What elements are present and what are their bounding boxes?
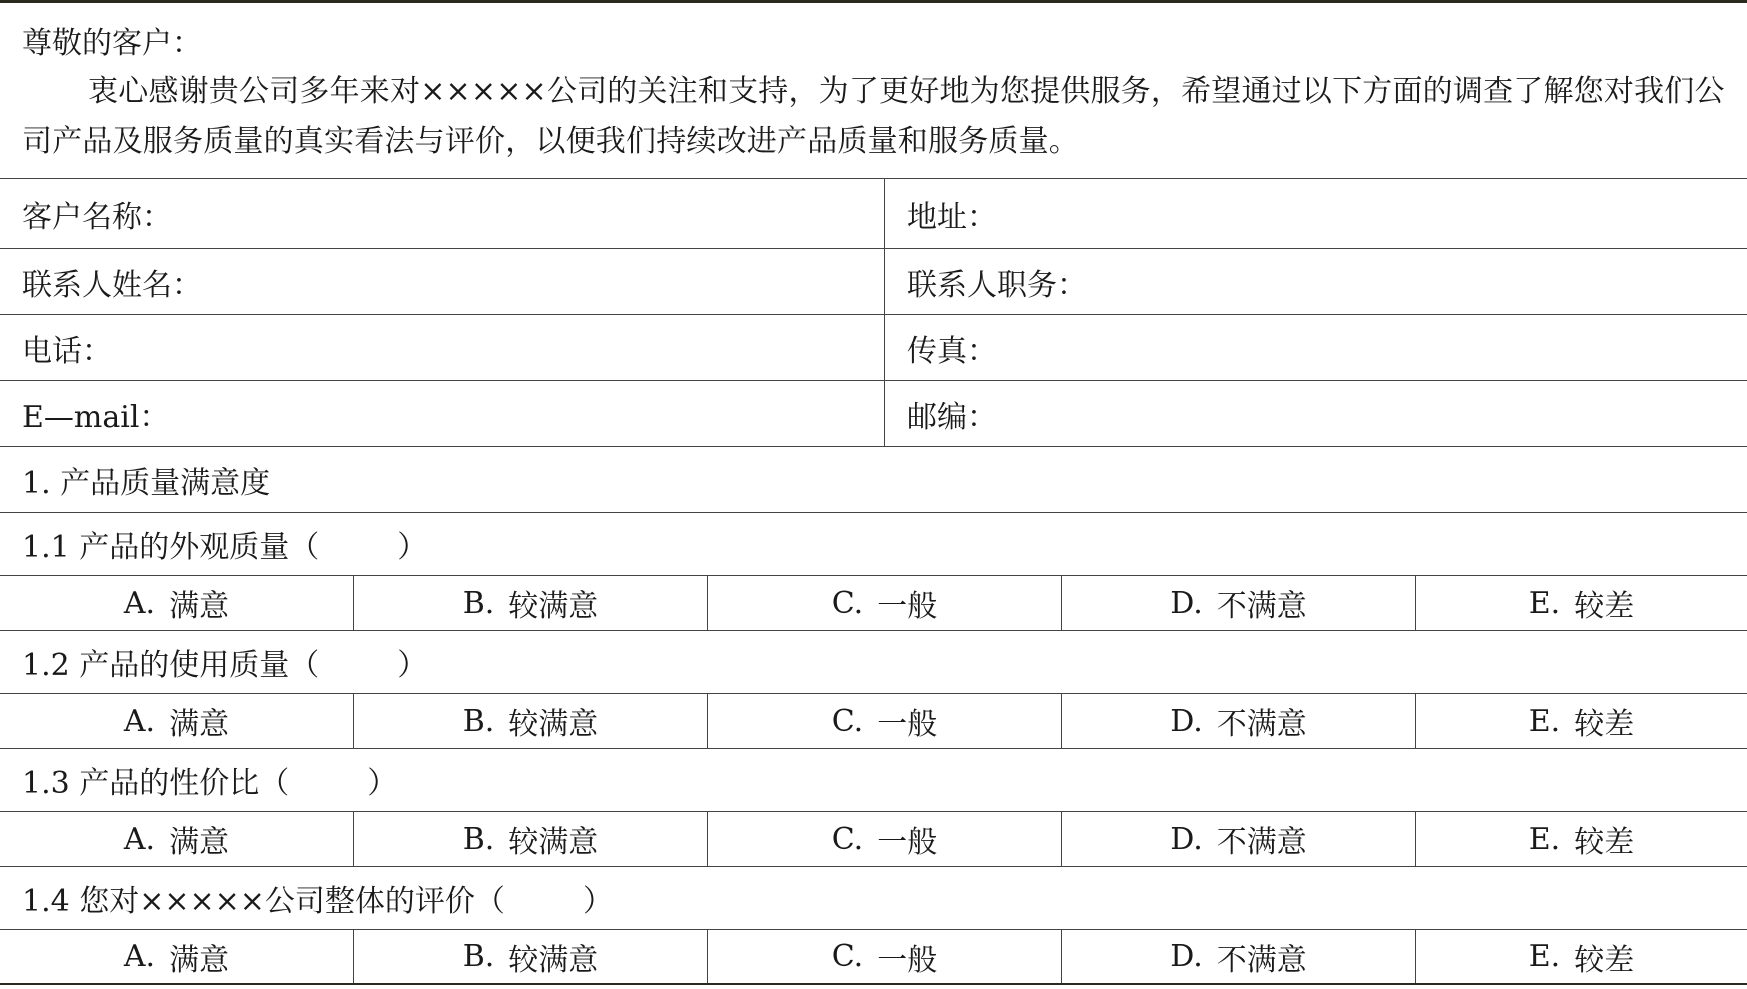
option-letter: C.	[831, 821, 864, 857]
postcode-field[interactable]: 邮编：	[907, 399, 997, 435]
option-letter: D.	[1170, 585, 1203, 621]
option-a[interactable]	[0, 930, 354, 983]
info-row	[0, 179, 1747, 249]
option-letter: B.	[462, 821, 495, 857]
option-e[interactable]	[1416, 812, 1747, 866]
option-letter: A.	[123, 585, 156, 621]
option-text: 满意	[169, 707, 230, 742]
email-field[interactable]: E—mail：	[0, 381, 885, 446]
contact-title-field[interactable]: 联系人职务：	[907, 267, 1087, 303]
option-letter: E.	[1528, 939, 1561, 974]
options-row	[0, 694, 1747, 749]
option-letter: E.	[1528, 703, 1561, 739]
section-title: 1. 产品质量满意度	[22, 465, 271, 501]
contact-name-field[interactable]: 联系人姓名：	[0, 249, 885, 314]
option-e[interactable]	[1416, 694, 1747, 748]
option-c[interactable]	[708, 812, 1062, 866]
option-b[interactable]	[354, 812, 708, 866]
question-label	[0, 867, 1747, 929]
question-label	[0, 631, 1747, 693]
phone-field[interactable]: 电话：	[0, 315, 885, 380]
option-c[interactable]	[708, 694, 1062, 748]
options-row	[0, 576, 1747, 631]
question-row	[0, 749, 1747, 812]
option-letter: D.	[1170, 821, 1203, 857]
customer-name-field[interactable]: 客户名称：	[0, 179, 885, 248]
option-text: 较满意	[508, 942, 599, 978]
option-text: 一般	[877, 825, 938, 860]
option-a[interactable]	[0, 694, 354, 748]
info-row	[0, 315, 1747, 381]
section-header	[0, 447, 1747, 513]
question-close: ）	[367, 766, 398, 801]
option-text: 一般	[877, 707, 938, 742]
option-letter: E.	[1528, 585, 1561, 621]
question-close: ）	[397, 648, 428, 683]
option-text: 一般	[877, 589, 938, 624]
question-label	[0, 513, 1747, 575]
option-text: 不满意	[1216, 825, 1307, 860]
question-text: 1.4 您对×××××公司整体的评价（	[22, 884, 505, 919]
option-text: 较满意	[508, 825, 599, 860]
option-text: 较差	[1574, 707, 1635, 742]
address-field[interactable]: 地址：	[907, 199, 997, 235]
option-b[interactable]	[354, 576, 708, 630]
option-e[interactable]	[1416, 930, 1747, 983]
option-a[interactable]	[0, 576, 354, 630]
greeting: 尊敬的客户：	[22, 26, 202, 61]
option-letter: C.	[831, 939, 864, 974]
option-text: 较满意	[508, 707, 599, 742]
option-text: 不满意	[1216, 589, 1307, 624]
option-text: 较满意	[508, 589, 599, 624]
question-text: 1.2 产品的使用质量（	[22, 648, 320, 683]
option-text: 较差	[1574, 825, 1635, 860]
option-text: 不满意	[1216, 707, 1307, 742]
option-text: 不满意	[1216, 942, 1307, 978]
question-row	[0, 513, 1747, 576]
option-d[interactable]	[1062, 812, 1416, 866]
intro-letter	[0, 3, 1747, 179]
option-letter: D.	[1170, 939, 1203, 974]
option-d[interactable]	[1062, 930, 1416, 983]
option-letter: B.	[462, 939, 495, 974]
question-label	[0, 749, 1747, 811]
option-c[interactable]	[708, 930, 1062, 983]
option-c[interactable]	[708, 576, 1062, 630]
option-text: 满意	[169, 825, 230, 860]
option-a[interactable]	[0, 812, 354, 866]
option-letter: C.	[831, 585, 864, 621]
question-text: 1.1 产品的外观质量（	[22, 530, 320, 565]
option-letter: B.	[462, 703, 495, 739]
option-letter: B.	[462, 585, 495, 621]
question-row	[0, 631, 1747, 694]
option-text: 较差	[1574, 942, 1635, 978]
intro-body: 衷心感谢贵公司多年来对×××××公司的关注和支持，为了更好地为您提供服务，希望通过以下方面的调查了解您对我们公司产品及服务质量的真实看法与评价，以便我们持续改进产品质量和服务质量。	[22, 74, 1725, 159]
option-letter: E.	[1528, 821, 1561, 857]
question-close: ）	[397, 530, 428, 565]
option-b[interactable]	[354, 930, 708, 983]
option-letter: A.	[123, 939, 156, 974]
option-text: 一般	[877, 942, 938, 978]
option-b[interactable]	[354, 694, 708, 748]
option-text: 满意	[169, 589, 230, 624]
options-row	[0, 930, 1747, 985]
question-row	[0, 867, 1747, 930]
options-row	[0, 812, 1747, 867]
option-letter: D.	[1170, 703, 1203, 739]
info-row	[0, 249, 1747, 315]
option-letter: A.	[123, 821, 156, 857]
question-text: 1.3 产品的性价比（	[22, 766, 290, 801]
option-text: 满意	[169, 942, 230, 978]
option-letter: C.	[831, 703, 864, 739]
fax-field[interactable]: 传真：	[907, 333, 997, 369]
option-e[interactable]	[1416, 576, 1747, 630]
info-row	[0, 381, 1747, 447]
option-letter: A.	[123, 703, 156, 739]
option-text: 较差	[1574, 589, 1635, 624]
option-d[interactable]	[1062, 694, 1416, 748]
option-d[interactable]	[1062, 576, 1416, 630]
question-close: ）	[582, 884, 613, 919]
